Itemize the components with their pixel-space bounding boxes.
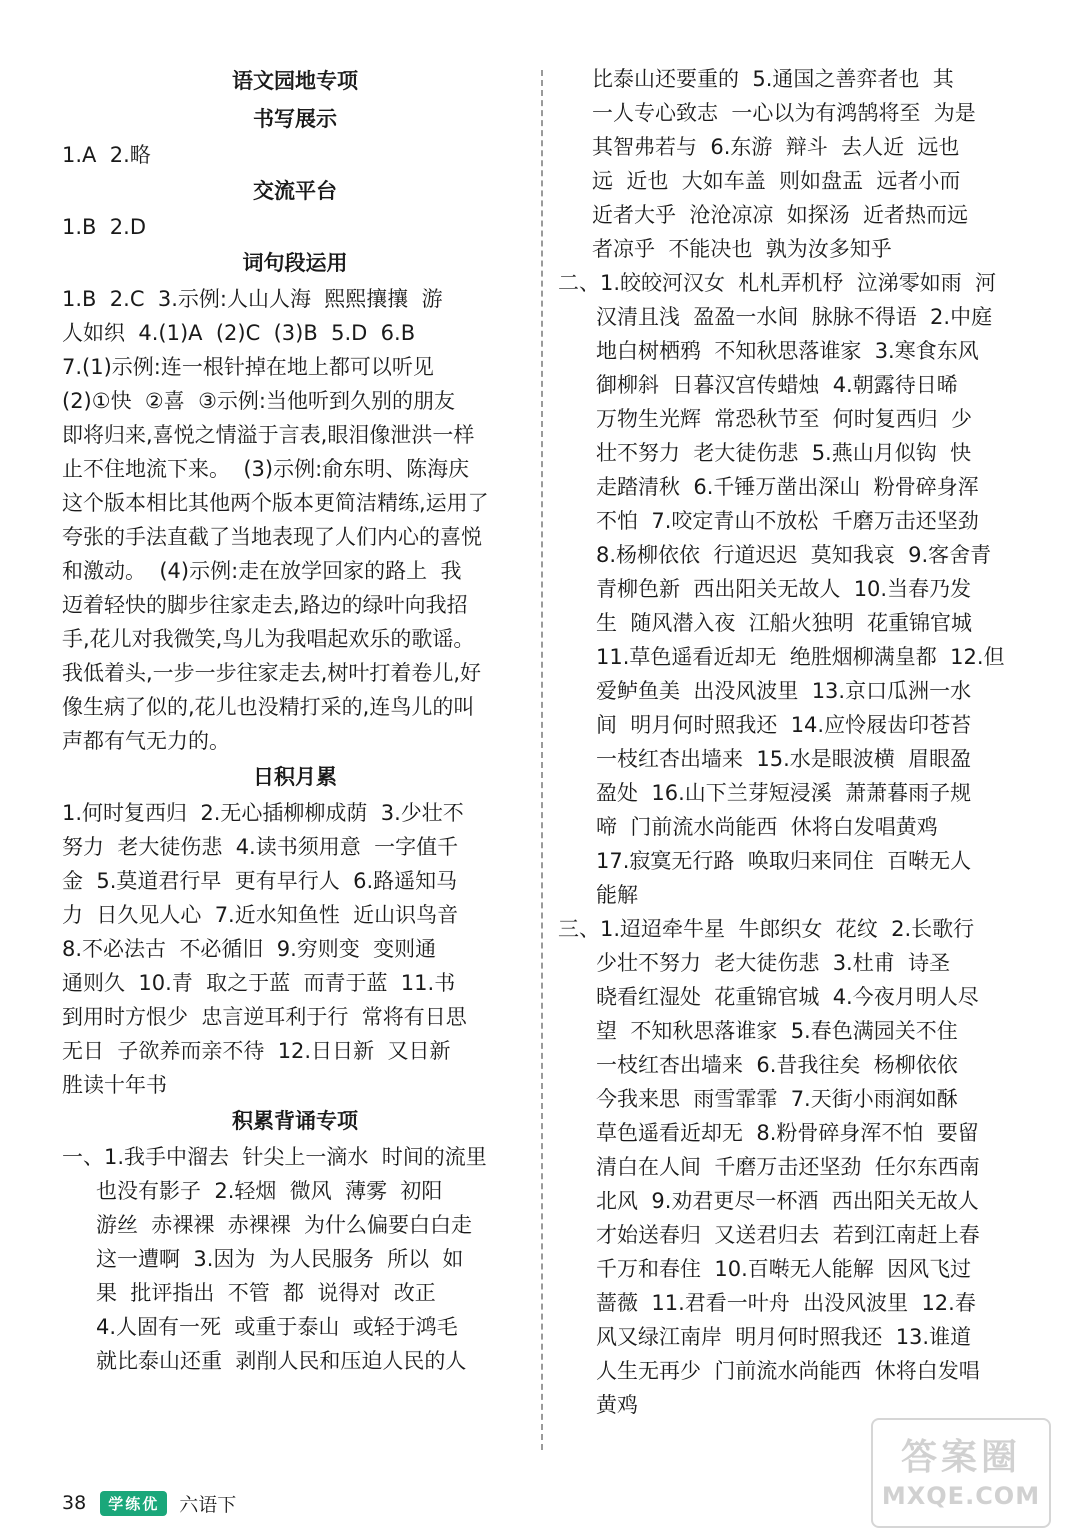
brand-logo: 学练优 xyxy=(100,1491,167,1516)
answer-line: 就比泰山还重 剥削人民和压迫人民的人 xyxy=(96,1349,467,1373)
answer-line: 汉清且浅 盈盈一水间 脉脉不得语 2.中庭 xyxy=(596,305,993,329)
answer-line: 夸张的手法直截了当地表现了人们内心的喜悦 xyxy=(62,525,482,549)
answer-line: 到用时方恨少 忠言逆耳利于行 常将有日思 xyxy=(62,1005,467,1029)
answer-line: 这个版本相比其他两个版本更简洁精练,运用了 xyxy=(62,491,489,515)
answer-line: 壮不努力 老大徒伤悲 5.燕山月似钩 快 xyxy=(596,441,972,465)
answer-line: 青柳色新 西出阳关无故人 10.当春乃发 xyxy=(596,577,972,601)
answer-line: 清白在人间 千磨万击还坚劲 任尔东西南 xyxy=(596,1155,980,1179)
answer-line: 一人专心致志 一心以为有鸿鹄将至 为是 xyxy=(592,101,976,125)
answer-line: 像生病了似的,花儿也没精打采的,连鸟儿的叫 xyxy=(62,695,475,719)
answer-line: (2)①快 ②喜 ③示例:当他听到久别的朋友 xyxy=(62,389,456,413)
answer-line: 者凉乎 不能决也 孰为汝多知乎 xyxy=(592,237,892,261)
answer-line: 胜读十年书 xyxy=(62,1073,167,1097)
section-heading: 语文园地专项 xyxy=(232,69,358,93)
answer-line: 地白树栖鸦 不知秋思落谁家 3.寒食东风 xyxy=(596,339,979,363)
answer-line: 金 5.莫道君行早 更有早行人 6.路遥知马 xyxy=(62,869,458,893)
answer-line: 爱鲈鱼美 出没风波里 13.京口瓜洲一水 xyxy=(596,679,972,703)
answer-line: 风又绿江南岸 明月何时照我还 13.谁道 xyxy=(596,1325,972,1349)
answer-line: 一、1.我手中溜去 针尖上一滴水 时间的流里 xyxy=(62,1145,487,1169)
answer-line: 比泰山还要重的 5.通国之善弈者也 其 xyxy=(592,67,954,91)
answer-line: 间 明月何时照我还 14.应怜屐齿印苍苔 xyxy=(596,713,972,737)
right-column xyxy=(558,62,1023,1422)
answer-line: 止不住地流下来。 (3)示例:俞东明、陈海庆 xyxy=(62,457,470,481)
answer-line: 远 近也 大如车盖 则如盘盂 远者小而 xyxy=(592,169,961,193)
answer-line: 近者大乎 沧沧凉凉 如探汤 近者热而远 xyxy=(592,203,969,227)
answer-line: 7.(1)示例:连一根针掉在地上都可以听见 xyxy=(62,355,434,379)
answer-line: 啼 门前流水尚能西 休将白发唱黄鸡 xyxy=(596,815,938,839)
answer-line: 我低着头,一步一步往家走去,树叶打着卷儿,好 xyxy=(62,661,482,685)
answer-line: 蔷薇 11.君看一叶舟 出没风波里 12.春 xyxy=(596,1291,976,1315)
answer-line: 少壮不努力 老大徒伤悲 3.杜甫 诗圣 xyxy=(596,951,951,975)
answer-line: 游丝 赤裸裸 赤裸裸 为什么偏要白白走 xyxy=(96,1213,473,1237)
answer-line: 即将归来,喜悦之情溢于言表,眼泪像泄洪一样 xyxy=(62,423,475,447)
answer-line: 1.B 2.D xyxy=(62,215,146,239)
answer-line: 才始送春归 又送君归去 若到江南赶上春 xyxy=(596,1223,980,1247)
answer-line: 御柳斜 日暮汉宫传蜡烛 4.朝露待日晞 xyxy=(596,373,958,397)
answer-line: 晓看红湿处 花重锦官城 4.今夜月明人尽 xyxy=(596,985,979,1009)
answer-line: 人如织 4.(1)A (2)C (3)B 5.D 6.B xyxy=(62,321,416,345)
answer-line: 8.杨柳依依 行道迟迟 莫知我哀 9.客舍青 xyxy=(596,543,992,567)
book-subtitle: 六语下 xyxy=(179,1493,237,1516)
answer-line: 和激动。 (4)示例:走在放学回家的路上 我 xyxy=(62,559,462,583)
left-column xyxy=(62,62,528,1378)
page-footer xyxy=(62,1488,236,1518)
answer-line: 声都有气无力的。 xyxy=(62,729,230,753)
answer-line: 17.寂寞无行路 唤取归来同住 百啭无人 xyxy=(596,849,972,873)
answer-line: 生 随风潜入夜 江船火独明 花重锦官城 xyxy=(596,611,973,635)
answer-line: 手,花儿对我微笑,鸟儿为我唱起欢乐的歌谣。 xyxy=(62,627,475,651)
answer-line: 北风 9.劝君更尽一杯酒 西出阳关无故人 xyxy=(596,1189,979,1213)
answer-line: 人生无再少 门前流水尚能西 休将白发唱 xyxy=(596,1359,980,1383)
section-heading: 书写展示 xyxy=(253,107,337,131)
answer-line: 力 日久见人心 7.近水知鱼性 近山识鸟音 xyxy=(62,903,459,927)
answer-line: 万物生光辉 常恐秋节至 何时复西归 少 xyxy=(596,407,973,431)
section-heading: 词句段运用 xyxy=(242,251,348,275)
page-number: 38 xyxy=(62,1492,87,1514)
answer-line: 今我来思 雨雪霏霏 7.天街小雨润如酥 xyxy=(596,1087,958,1111)
answer-line: 迈着轻快的脚步往家走去,路边的绿叶向我招 xyxy=(62,593,468,617)
answer-line: 能解 xyxy=(596,883,638,907)
answer-line: 望 不知秋思落谁家 5.春色满园关不住 xyxy=(596,1019,958,1043)
answer-line: 三、1.迢迢牵牛星 牛郎织女 花纹 2.长歌行 xyxy=(558,917,975,941)
answer-line: 其智弗若与 6.东游 辩斗 去人近 远也 xyxy=(592,135,960,159)
answer-line: 8.不必法古 不必循旧 9.穷则变 变则通 xyxy=(62,937,437,961)
answer-line: 通则久 10.青 取之于蓝 而青于蓝 11.书 xyxy=(62,971,456,995)
section-heading: 交流平台 xyxy=(253,179,337,203)
answer-line: 11.草色遥看近却无 绝胜烟柳满皇都 12.但 xyxy=(596,645,1005,669)
section-heading: 积累背诵专项 xyxy=(232,1109,358,1133)
answer-line: 一枝红杏出墙来 15.水是眼波横 眉眼盈 xyxy=(596,747,972,771)
answer-line: 走踏清秋 6.千锤万凿出深山 粉骨碎身浑 xyxy=(596,475,979,499)
answer-line: 一枝红杏出墙来 6.昔我往矣 杨柳依依 xyxy=(596,1053,958,1077)
watermark-title: 答案圈 xyxy=(900,1437,1021,1478)
answer-line: 盈处 16.山下兰芽短浸溪 萧萧暮雨子规 xyxy=(596,781,972,805)
answer-line: 二、1.皎皎河汉女 札札弄机杼 泣涕零如雨 河 xyxy=(558,271,997,295)
answer-line: 这一遭啊 3.因为 为人民服务 所以 如 xyxy=(96,1247,464,1271)
answer-line: 果 批评指出 不管 都 说得对 改正 xyxy=(96,1281,436,1305)
answer-line: 努力 老大徒伤悲 4.读书须用意 一字值千 xyxy=(62,835,459,859)
answer-line: 1.何时复西归 2.无心插柳柳成荫 3.少壮不 xyxy=(62,801,464,825)
answer-line: 1.A 2.略 xyxy=(62,143,151,167)
answer-line: 无日 子欲养而亲不待 12.日日新 又日新 xyxy=(62,1039,451,1063)
answer-line: 千万和春住 10.百啭无人能解 因风飞过 xyxy=(596,1257,972,1281)
answer-line: 黄鸡 xyxy=(596,1393,638,1417)
section-heading: 日积月累 xyxy=(253,765,337,789)
answer-line: 也没有影子 2.轻烟 微风 薄雾 初阳 xyxy=(96,1179,443,1203)
watermark-url: MXQE.COM xyxy=(881,1482,1041,1510)
answer-line: 草色遥看近却无 8.粉骨碎身浑不怕 要留 xyxy=(596,1121,979,1145)
watermark-logo xyxy=(871,1418,1051,1528)
answer-line: 4.人固有一死 或重于泰山 或轻于鸿毛 xyxy=(96,1315,458,1339)
column-divider xyxy=(541,70,543,1450)
answer-line: 不怕 7.咬定青山不放松 千磨万击还坚劲 xyxy=(596,509,979,533)
answer-line: 1.B 2.C 3.示例:人山人海 熙熙攘攘 游 xyxy=(62,287,443,311)
